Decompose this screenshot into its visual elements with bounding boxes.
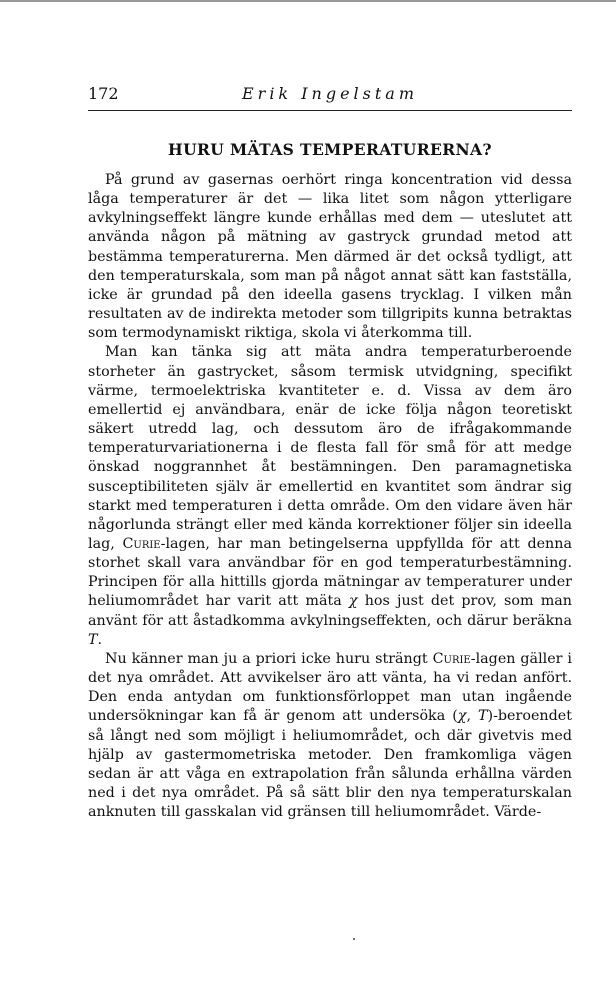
paragraph-2 (88, 343, 572, 650)
running-head (88, 84, 572, 111)
ink-speck (353, 938, 355, 940)
paragraph-2-text-2: -lagen, har man betingelserna uppfyllda för att denna storhet skall vara användbar för en god temperaturbestämning. Principen för alla hittills gjorda mätningar av temperaturer under heliumområdet har varit att mäta (88, 535, 572, 610)
paragraph-2-text-3: hos just det prov, som man använt för att åstadkomma avkylningseffekten, och därur beräkna (88, 593, 572, 629)
paragraph-3-comma: , (466, 708, 478, 725)
page-number: 172 (88, 84, 119, 103)
running-head-author: Erik Ingelstam (241, 84, 419, 103)
body-text (88, 171, 572, 822)
paragraph-3-text-3: )-beroendet så långt ned som möjligt i heliumområdet, och där givetvis med hjälp av gastermometriska metoder. Den framkomliga vägen sedan är att våga en extrapolation från sålunda erhållna värden ned i det nya området. På så sätt blir den nya temperaturskalan anknuten till gasskalan vid gränsen till heliumområdet. Värde- (88, 708, 572, 821)
paragraph-1 (88, 171, 572, 343)
paragraph-3-text-2: -lagen gäller i det nya området. Att avvikelser äro att vänta, ha vi redan anfört. Den enda antydan om funktionsförloppet man utan ingående undersökningar kan få är genom att undersöka ( (88, 650, 572, 725)
section-title: HURU MÄTAS TEMPERATURERNA? (168, 140, 492, 159)
curie-name: Curie (122, 535, 161, 552)
t-symbol: T (88, 631, 98, 648)
paragraph-1-text: På grund av gasernas oerhört ringa koncentration vid dessa låga temperaturer är det — lika litet som någon ytterligare avkylningseffekt längre kunde erhållas med dem — uteslutet att använda någon på mätning av gastryck grundad metod att bestämma temperaturerna. Men därmed är det också tydligt, att den temperaturskala, som man på något annat sätt kan fastställa, icke är grundad på den ideella gasens trycklag. I vilken mån resultaten av de indirekta metoder som tillgripits kunna betraktas som termodynamiskt riktiga, skola vi återkomma till. (88, 172, 572, 342)
paragraph-3 (88, 650, 572, 822)
paragraph-2-text-4: . (97, 631, 103, 648)
paragraph-2-text-1: Man kan tänka sig att mäta andra temperaturberoende storheter än gastrycket, såsom termisk utvidgning, specifikt värme, termoelektriska kvantiteter e. d. Vissa av dem äro emellertid ej användbara, enär de icke följa någon teoretiskt säkert utredd lag, och dessutom äro de ifrågakommande temperaturvariationerna i de flesta fall för små för att medge önskad noggrannhet åt bestämningen. Den paramagnetiska susceptibiliteten själv är emellertid en kvantitet som ändrar sig starkt med temperaturen i detta område. Om den vidare även här någorlunda strängt eller med kända korrektioner följer sin ideella lag, (88, 344, 572, 552)
chi-symbol: χ (348, 593, 358, 610)
page-top-edge (0, 0, 616, 2)
chi-symbol: χ (457, 708, 467, 725)
t-symbol: T (477, 708, 488, 725)
curie-name: Curie (432, 650, 471, 667)
paragraph-3-text-1: Nu känner man ju a priori icke huru strängt (105, 650, 433, 667)
book-page (88, 84, 572, 822)
